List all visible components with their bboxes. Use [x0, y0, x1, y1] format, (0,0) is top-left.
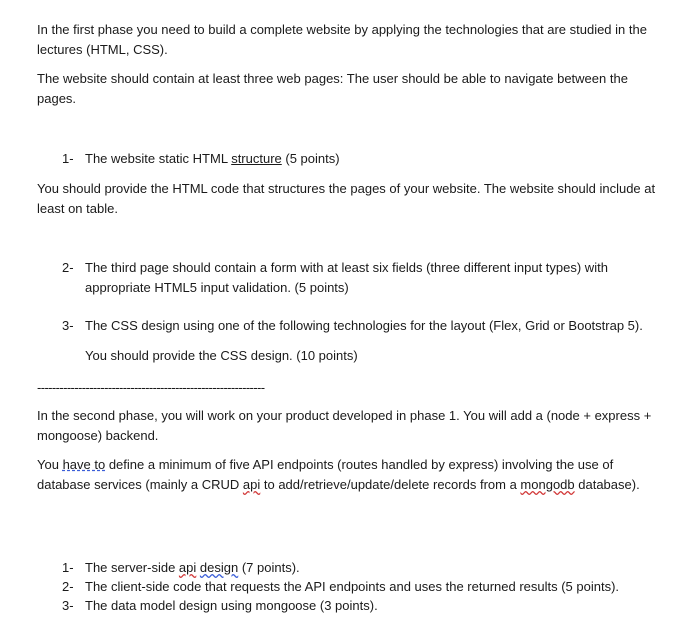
list-item-text: [85, 149, 670, 169]
endpoints-pre: You: [37, 457, 63, 472]
list-number: 2-: [62, 579, 74, 594]
item-pre: The server-side: [85, 560, 179, 575]
list-number: 3-: [62, 318, 74, 333]
list-item-text: The third page should contain a form with at least six fields (three different input types) with appropriate HTML5 input validation. (5 points): [85, 260, 608, 295]
phase1-item-3-description: You should provide the CSS design. (10 points): [85, 348, 358, 363]
phase1-intro: In the first phase you need to build a complete website by applying the technologies that are studied in the lectures (HTML, CSS).: [37, 22, 647, 57]
endpoints-mid2: to add/retrieve/update/delete records from a: [260, 477, 521, 492]
phase2-item-3: [62, 596, 672, 616]
phase2-item-2: [62, 577, 672, 597]
list-number: 3-: [62, 598, 74, 613]
api-text: api: [178, 560, 197, 575]
item1-pre: The website static HTML: [85, 151, 232, 166]
list-number: 1-: [62, 560, 74, 575]
mongodb-text: mongodb: [520, 477, 575, 492]
phase1-item-1: [62, 149, 672, 169]
list-item-text: The data model design using mongoose (3 points).: [85, 598, 378, 613]
phase1-item-1-description: You should provide the HTML code that structures the pages of your website. The website should include at least on table.: [37, 181, 656, 216]
endpoints-mid1: define a minimum of five API endpoints (routes handled by express) involving the use of database services (mainly a CRUD: [37, 457, 614, 492]
section-separator: -------------------------------------------------------------: [37, 380, 265, 395]
phase1-item-3: [62, 316, 672, 336]
endpoints-post: database).: [574, 477, 640, 492]
structure-link-text: structure: [231, 151, 282, 166]
phase1-item-2: [62, 258, 672, 298]
list-number: 1-: [62, 151, 74, 166]
item-post: (7 points).: [238, 560, 300, 575]
api-text: api: [242, 477, 261, 492]
list-item-text: [85, 558, 670, 578]
design-text: design: [199, 560, 239, 575]
phase2-endpoints-requirement: [37, 455, 667, 495]
item1-post: (5 points): [281, 151, 340, 166]
list-item-text: The client-side code that requests the API endpoints and uses the returned results (5 points).: [85, 579, 620, 594]
phase2-intro: In the second phase, you will work on your product developed in phase 1. You will add a (node + express + mongoose) backend.: [37, 408, 652, 443]
phase1-pages-requirement: The website should contain at least three web pages: The user should be able to navigate between the pages.: [37, 71, 628, 106]
phase2-item-1: [62, 558, 672, 578]
list-item-text: The CSS design using one of the following technologies for the layout (Flex, Grid or Bootstrap 5).: [85, 318, 643, 333]
have-to-text: have to: [62, 457, 106, 472]
list-number: 2-: [62, 260, 74, 275]
